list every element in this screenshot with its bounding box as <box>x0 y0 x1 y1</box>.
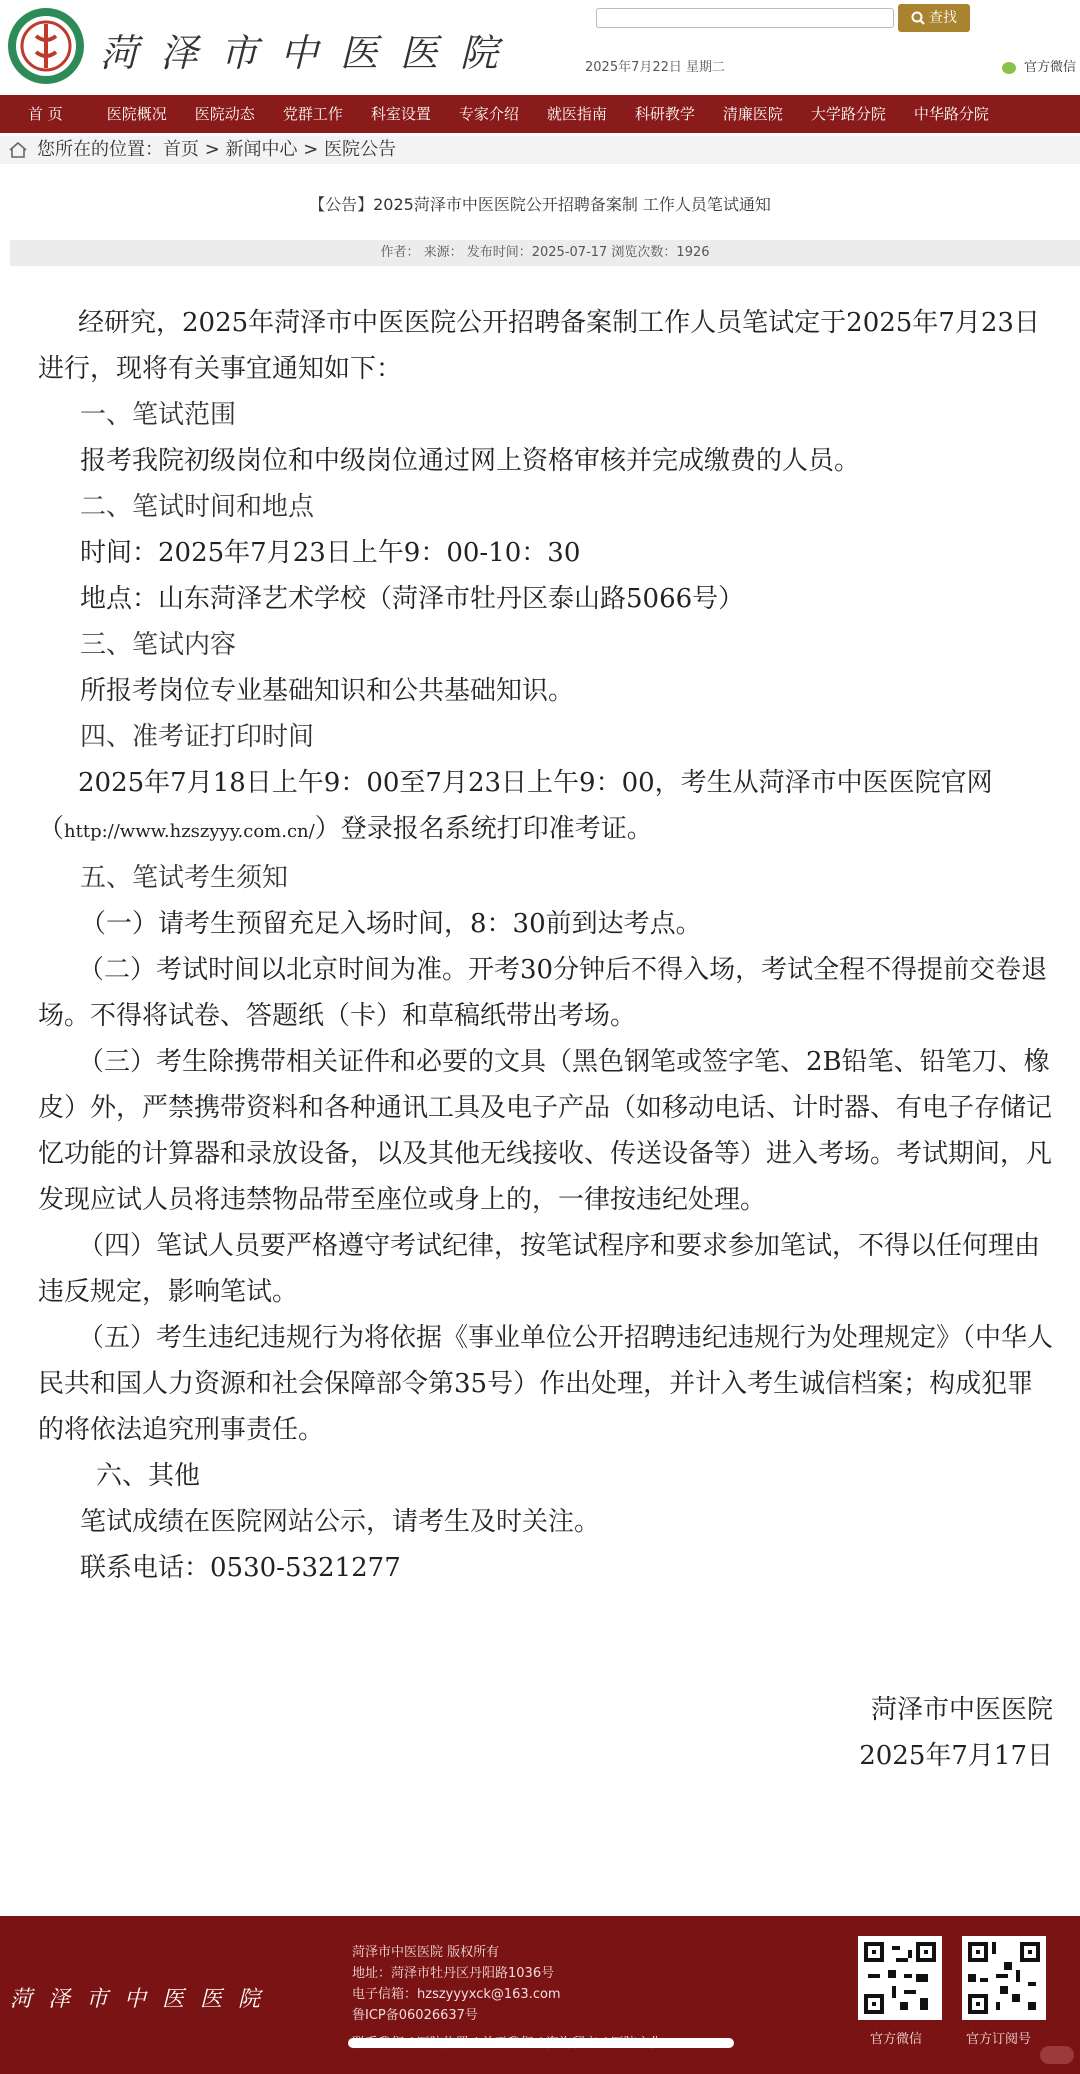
corner-badge[interactable] <box>1040 2046 1074 2064</box>
subscription-qr-label: 官方订阅号 <box>966 2032 1032 2047</box>
footer-address: 地址：菏泽市牡丹区丹阳路1036号 <box>352 1966 555 1981</box>
section-heading-5: 五、笔试考生须知 <box>80 863 289 893</box>
admission-text-a: 2025年7月18日上午9：00至7月23日上午9：00，考生从菏泽市中医医院官网（ <box>38 768 993 844</box>
wechat-qr-label: 官方微信 <box>870 2032 923 2047</box>
article-body <box>38 300 1053 1779</box>
paragraph-intro: 经研究，2025年菏泽市中医医院公开招聘备案制工作人员笔试定于2025年7月23日进行，现将有关事宜通知如下： <box>38 308 1040 384</box>
nav-item-integrity[interactable]: 清廉医院 <box>722 105 783 123</box>
contact-phone: 联系电话：0530-5321277 <box>80 1553 401 1583</box>
paragraph-content: 所报考岗位专业基础知识和公共基础知识。 <box>80 676 575 706</box>
article-title: 【公告】2025菏泽市中医医院公开招聘备案制 工作人员笔试通知 <box>309 195 771 214</box>
hospital-website-link[interactable]: http://www.hzszyyy.com.cn/ <box>64 821 315 842</box>
wechat-icon <box>1002 62 1016 74</box>
footer-copyright: 菏泽市中医医院 版权所有 <box>352 1945 500 1960</box>
hospital-logo[interactable] <box>6 6 86 86</box>
section-heading-4: 四、准考证打印时间 <box>80 722 315 752</box>
nav-item-party[interactable]: 党群工作 <box>282 105 343 123</box>
paragraph-admission-ticket <box>38 760 1053 855</box>
breadcrumb-separator: > <box>199 139 226 160</box>
exam-time: 时间：2025年7月23日上午9：00-10：30 <box>80 538 581 568</box>
article-meta: 作者： 来源： 发布时间：2025-07-17 浏览次数：1926 <box>10 240 1080 266</box>
nav-item-news[interactable]: 医院动态 <box>194 105 255 123</box>
notice-item-2: （二）考试时间以北京时间为准。开考30分钟后不得入场，考试全程不得提前交卷退场。不得将试卷、答题纸（卡）和草稿纸带出考场。 <box>38 955 1048 1031</box>
breadcrumb-home[interactable]: 首页 <box>163 139 199 160</box>
breadcrumb-separator: > <box>297 139 325 160</box>
breadcrumb-prefix: 您所在的位置： <box>37 139 163 160</box>
footer-logo: 菏泽市中医医院 <box>10 1987 277 2012</box>
paragraph-scope: 报考我院初级岗位和中级岗位通过网上资格审核并完成缴费的人员。 <box>80 446 861 476</box>
search-input[interactable] <box>596 8 894 28</box>
search-button-label: 查找 <box>929 10 957 26</box>
nav-item-zhonghua-branch[interactable]: 中华路分院 <box>913 105 989 123</box>
notice-item-5: （五）考生违纪违规行为将依据《事业单位公开招聘违纪违规行为处理规定》（中华人民共和国人力资源和社会保障部令第35号）作出处理，并计入考生诚信档案；构成犯罪的将依法追究刑事责任。 <box>38 1323 1054 1445</box>
section-heading-1: 一、笔试范围 <box>80 400 237 430</box>
scroll-indicator[interactable] <box>348 2038 734 2048</box>
nav-item-overview[interactable]: 医院概况 <box>106 105 167 123</box>
main-nav <box>0 95 1080 133</box>
wechat-link[interactable] <box>1002 56 1076 75</box>
section-heading-3: 三、笔试内容 <box>80 630 237 660</box>
notice-item-3: （三）考生除携带相关证件和必要的文具（黑色钢笔或签字笔、2B铅笔、铅笔刀、橡皮）外，严禁携带资料和各种通讯工具及电子产品（如移动电话、计时器、有电子存储记忆功能的计算器和录放设备，以及其他无线接收、传送设备等）进入考场。考试期间，凡发现应试人员将违禁物品带至座位或身上的，一律按违纪处理。 <box>38 1047 1053 1215</box>
nav-item-home[interactable]: 首 页 <box>28 105 63 123</box>
signature-date: 2025年7月17日 <box>859 1741 1053 1771</box>
signature: 菏泽市中医医院 <box>870 1695 1053 1725</box>
site-footer <box>0 1916 1080 2074</box>
breadcrumb-announcements[interactable]: 医院公告 <box>324 139 397 160</box>
wechat-qr-code <box>858 1936 942 2020</box>
nav-item-daxue-branch[interactable]: 大学路分院 <box>810 105 886 123</box>
breadcrumb <box>0 136 1080 164</box>
home-icon <box>8 141 28 159</box>
site-header <box>0 0 1080 95</box>
nav-item-experts[interactable]: 专家介绍 <box>458 105 519 123</box>
nav-item-research[interactable]: 科研教学 <box>634 105 695 123</box>
wechat-link-label: 官方微信 <box>1024 60 1077 75</box>
footer-email: 电子信箱：hzszyyyxck@163.com <box>352 1987 561 2002</box>
footer-info <box>352 1942 561 2026</box>
search-button[interactable] <box>898 4 970 32</box>
current-date: 2025年7月22日 星期二 <box>585 60 726 75</box>
site-name: 菏泽市中医医院 <box>100 31 521 75</box>
section-heading-6: 六、其他 <box>96 1461 201 1491</box>
notice-item-4: （四）笔试人员要严格遵守考试纪律，按笔试程序和要求参加笔试，不得以任何理由违反规定，影响笔试。 <box>38 1231 1041 1307</box>
admission-text-b: ）登录报名系统打印准考证。 <box>314 814 653 844</box>
subscription-qr-code <box>962 1936 1046 2020</box>
paragraph-results: 笔试成绩在医院网站公示，请考生及时关注。 <box>80 1507 601 1537</box>
breadcrumb-news-center[interactable]: 新闻中心 <box>225 139 298 160</box>
nav-item-departments[interactable]: 科室设置 <box>370 105 431 123</box>
exam-place: 地点：山东菏泽艺术学校（菏泽市牡丹区泰山路5066号） <box>80 584 745 614</box>
section-heading-2: 二、笔试时间和地点 <box>80 492 315 522</box>
nav-item-guide[interactable]: 就医指南 <box>546 105 607 123</box>
notice-item-1: （一）请考生预留充足入场时间，8：30前到达考点。 <box>80 909 702 939</box>
search-icon <box>911 11 925 25</box>
footer-icp[interactable]: 鲁ICP备06026637号 <box>352 2008 478 2023</box>
